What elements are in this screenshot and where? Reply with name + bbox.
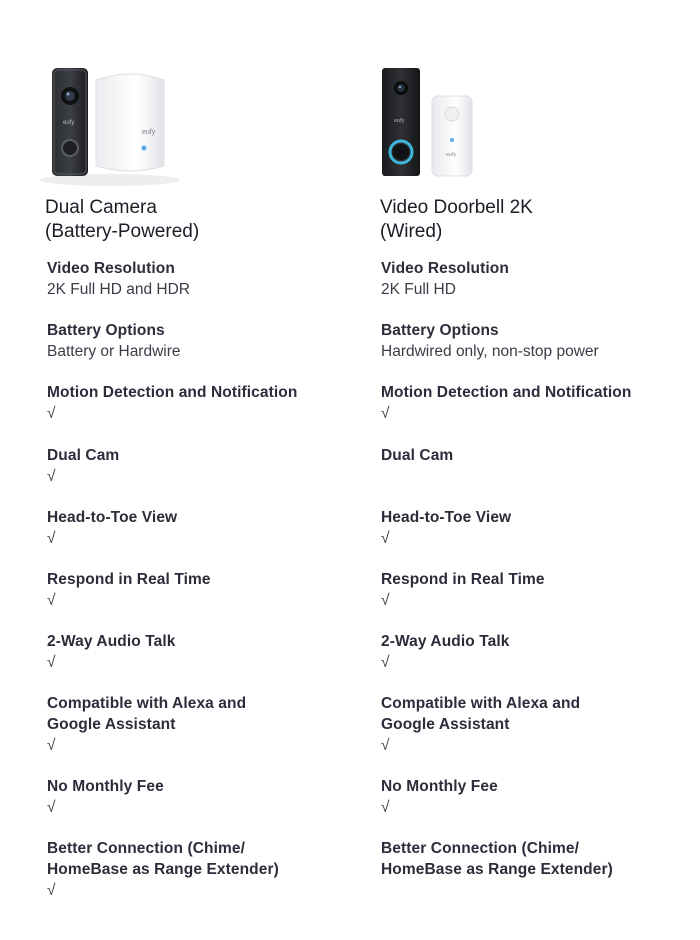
product-title-line-2: (Wired) bbox=[380, 221, 443, 242]
checkmark: √ bbox=[47, 654, 56, 671]
product-title bbox=[45, 196, 199, 244]
checkmark: √ bbox=[47, 530, 56, 547]
product-title-line-1: Dual Camera bbox=[45, 197, 157, 218]
feature-label: Dual Cam bbox=[47, 447, 120, 464]
feature-label-line-1: Compatible with Alexa and bbox=[381, 695, 581, 712]
checkmark: √ bbox=[381, 737, 390, 754]
feature-label: Head-to-Toe View bbox=[47, 509, 178, 526]
feature-motion-detection bbox=[47, 382, 337, 424]
feature-label: Respond in Real Time bbox=[381, 571, 545, 588]
checkmark: √ bbox=[381, 592, 390, 609]
doorbell-brand-mark: eufy bbox=[394, 118, 405, 124]
checkmark: √ bbox=[381, 405, 390, 422]
feature-label-line-2: HomeBase as Range Extender) bbox=[381, 861, 613, 878]
doorbell-with-chime-icon bbox=[380, 62, 490, 190]
checkmark: √ bbox=[47, 882, 56, 899]
feature-two-way-audio bbox=[381, 631, 671, 673]
feature-value: Hardwired only, non-stop power bbox=[381, 343, 599, 360]
feature-head-to-toe-view bbox=[47, 507, 337, 549]
feature-label-line-2: Google Assistant bbox=[381, 716, 510, 733]
checkmark bbox=[381, 466, 671, 487]
feature-label-line-1: Better Connection (Chime/ bbox=[381, 840, 579, 857]
feature-label: Motion Detection and Notification bbox=[47, 384, 298, 401]
product-title bbox=[380, 196, 533, 244]
feature-label: 2-Way Audio Talk bbox=[381, 633, 510, 650]
feature-respond-real-time bbox=[381, 569, 671, 611]
feature-label-line-1: Compatible with Alexa and bbox=[47, 695, 247, 712]
checkmark: √ bbox=[47, 737, 56, 754]
feature-value: 2K Full HD bbox=[381, 281, 456, 298]
feature-video-resolution bbox=[381, 258, 671, 300]
feature-alexa-google bbox=[381, 693, 671, 756]
feature-label: Video Resolution bbox=[381, 260, 509, 277]
feature-battery-options bbox=[47, 320, 337, 362]
checkmark: √ bbox=[381, 799, 390, 816]
feature-label-line-2: Google Assistant bbox=[47, 716, 176, 733]
checkmark: √ bbox=[47, 468, 56, 485]
feature-battery-options bbox=[381, 320, 671, 362]
feature-label: Video Resolution bbox=[47, 260, 175, 277]
checkmark: √ bbox=[47, 799, 56, 816]
feature-label-line-2: HomeBase as Range Extender) bbox=[47, 861, 279, 878]
checkmark: √ bbox=[47, 592, 56, 609]
checkmark: √ bbox=[47, 405, 56, 422]
checkmark: √ bbox=[381, 654, 390, 671]
feature-video-resolution bbox=[47, 258, 337, 300]
feature-label: No Monthly Fee bbox=[47, 778, 164, 795]
feature-value: 2K Full HD and HDR bbox=[47, 281, 190, 298]
feature-two-way-audio bbox=[47, 631, 337, 673]
feature-label: Battery Options bbox=[47, 322, 165, 339]
checkmark bbox=[381, 880, 671, 901]
homebase-brand-mark: eufy bbox=[142, 129, 156, 136]
feature-alexa-google bbox=[47, 693, 337, 756]
feature-label: Dual Cam bbox=[381, 447, 454, 464]
feature-label: Respond in Real Time bbox=[47, 571, 211, 588]
feature-head-to-toe-view bbox=[381, 507, 671, 549]
feature-respond-real-time bbox=[47, 569, 337, 611]
feature-label: Battery Options bbox=[381, 322, 499, 339]
feature-label-line-1: Better Connection (Chime/ bbox=[47, 840, 245, 857]
feature-no-monthly-fee bbox=[47, 776, 337, 818]
feature-label: 2-Way Audio Talk bbox=[47, 633, 176, 650]
checkmark: √ bbox=[381, 530, 390, 547]
feature-dual-cam bbox=[47, 445, 337, 487]
product-title-line-2: (Battery-Powered) bbox=[45, 221, 200, 242]
feature-label: Head-to-Toe View bbox=[381, 509, 512, 526]
feature-motion-detection bbox=[381, 382, 671, 424]
product-title-line-1: Video Doorbell 2K bbox=[380, 197, 533, 218]
feature-dual-cam bbox=[381, 445, 671, 487]
chime-brand-mark: eufy bbox=[446, 152, 457, 158]
feature-better-connection bbox=[381, 838, 671, 901]
feature-better-connection bbox=[47, 838, 337, 901]
feature-value: Battery or Hardwire bbox=[47, 343, 181, 360]
doorbell-with-homebase-icon bbox=[30, 62, 190, 190]
doorbell-brand-mark: eufy bbox=[63, 120, 75, 126]
feature-no-monthly-fee bbox=[381, 776, 671, 818]
feature-label: Motion Detection and Notification bbox=[381, 384, 632, 401]
feature-label: No Monthly Fee bbox=[381, 778, 498, 795]
